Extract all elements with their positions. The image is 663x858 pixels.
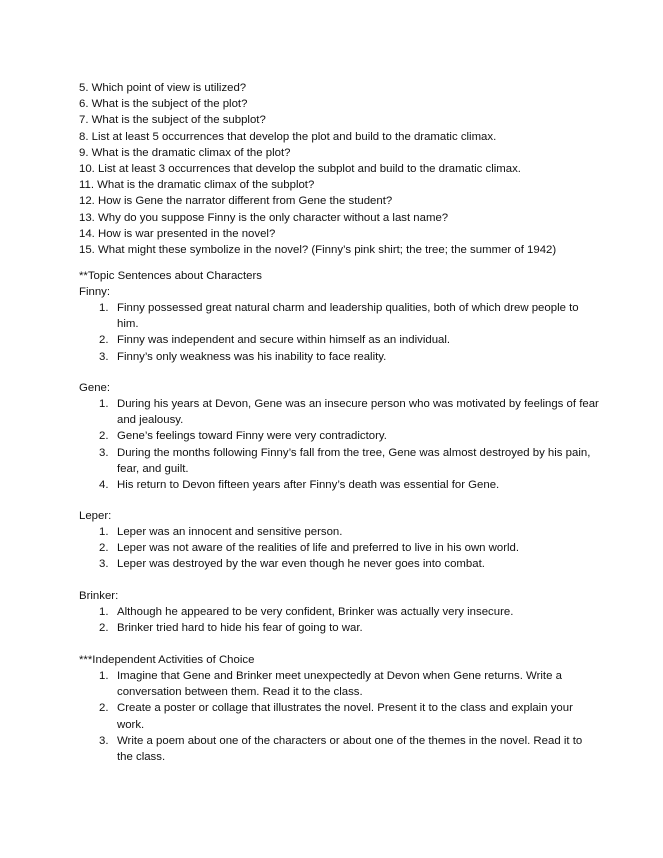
item-text: Finny was independent and secure within himself as an individual. (117, 334, 451, 347)
item-number: 1. (99, 302, 109, 314)
item-number: 2. (99, 430, 109, 443)
item-text: During his years at Devon, Gene was an insecure person who was motivated by feelings of fear and jealousy. (117, 398, 599, 427)
list-item (79, 620, 599, 636)
list-item (79, 733, 599, 765)
item-text: Although he appeared to be very confident, Brinker was actually very insecure. (117, 606, 514, 618)
item-number: 2. (99, 622, 109, 635)
item-number: 1. (99, 606, 109, 618)
list-item (79, 428, 599, 444)
item-text: Leper was an innocent and sensitive person. (117, 526, 343, 538)
item-text: Imagine that Gene and Brinker meet unexpectedly at Devon when Gene returns. Write a conversation between them. Read it to the class. (117, 670, 562, 699)
leper-list (79, 524, 599, 573)
gene-label: Gene: (79, 382, 111, 394)
item-text: Finny possessed great natural charm and leadership qualities, both of which drew people to him. (117, 302, 579, 331)
item-number: 2. (99, 542, 109, 555)
item-text: Finny’s only weakness was his inability to face reality. (117, 350, 387, 363)
item-text: Write a poem about one of the characters or about one of the themes in the novel. Read it to the class. (117, 734, 583, 764)
item-number: 2. (99, 702, 109, 715)
list-item (79, 300, 599, 332)
item-text: Leper was destroyed by the war even though he never goes into combat. (117, 558, 485, 571)
item-text: During the months following Finny’s fall from the tree, Gene was almost destroyed by his pain, fear, and guilt. (117, 446, 591, 475)
topic-sentences-heading: **Topic Sentences about Characters (79, 270, 262, 282)
item-number: 3. (99, 446, 109, 459)
question-item: 7. What is the subject of the subplot? (79, 114, 266, 127)
list-item (79, 332, 599, 348)
question-item: 6. What is the subject of the plot? (79, 98, 248, 111)
gene-list (79, 396, 599, 493)
question-item: 15. What might these symbolize in the novel? (Finny’s pink shirt; the tree; the summer of 1942) (79, 244, 557, 257)
list-item (79, 349, 599, 365)
item-number: 3. (99, 734, 109, 747)
question-item: 11. What is the dramatic climax of the subplot? (79, 179, 315, 192)
question-item: 5. Which point of view is utilized? (79, 82, 247, 94)
activities-heading: ***Independent Activities of Choice (79, 654, 255, 666)
list-item (79, 700, 599, 732)
question-item: 13. Why do you suppose Finny is the only character without a last name? (79, 211, 449, 224)
question-item: 14. How is war presented in the novel? (79, 227, 276, 240)
study-questions-list (79, 80, 599, 258)
list-item (79, 445, 599, 477)
question-item: 10. List at least 3 occurrences that develop the subplot and build to the dramatic climax. (79, 163, 521, 176)
list-item (79, 604, 599, 620)
item-text: His return to Devon fifteen years after Finny’s death was essential for Gene. (117, 479, 500, 492)
item-number: 1. (99, 526, 109, 538)
question-item: 9. What is the dramatic climax of the plot? (79, 146, 291, 159)
list-item (79, 668, 599, 700)
finny-list (79, 300, 599, 365)
item-text: Brinker tried hard to hide his fear of going to war. (117, 622, 363, 635)
item-text: Create a poster or collage that illustrates the novel. Present it to the class and explain your work. (117, 702, 573, 731)
item-number: 2. (99, 334, 109, 347)
item-number: 1. (99, 398, 109, 410)
list-item (79, 477, 599, 493)
brinker-list (79, 604, 599, 636)
brinker-label: Brinker: (79, 590, 119, 602)
list-item (79, 524, 599, 540)
list-item (79, 540, 599, 556)
item-text: Leper was not aware of the realities of life and preferred to live in his own world. (117, 542, 520, 555)
question-item: 12. How is Gene the narrator different from Gene the student? (79, 195, 393, 208)
activities-list (79, 668, 599, 765)
list-item (79, 396, 599, 428)
question-item: 8. List at least 5 occurrences that develop the plot and build to the dramatic climax. (79, 130, 497, 143)
item-number: 1. (99, 670, 109, 682)
item-number: 3. (99, 350, 109, 363)
item-number: 4. (99, 479, 109, 492)
leper-label: Leper: (79, 510, 112, 522)
item-number: 3. (99, 558, 109, 571)
item-text: Gene’s feelings toward Finny were very contradictory. (117, 430, 387, 443)
list-item (79, 556, 599, 572)
finny-label: Finny: (79, 286, 111, 298)
